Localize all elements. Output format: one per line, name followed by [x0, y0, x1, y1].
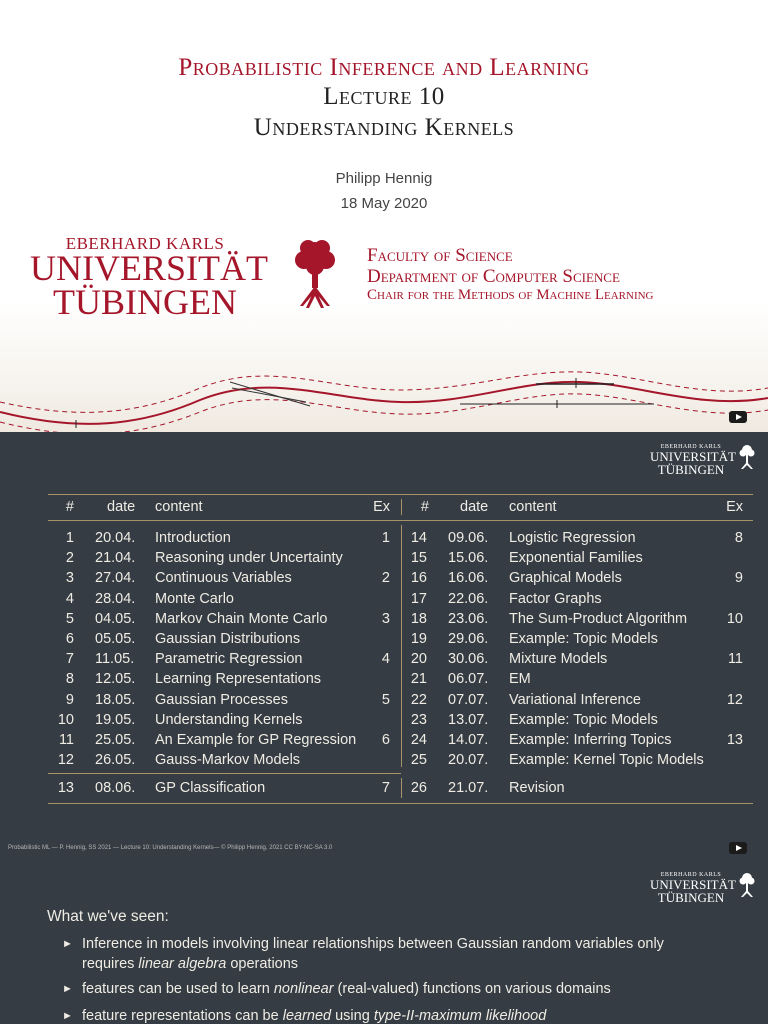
faculty-name: Faculty of Science [367, 245, 513, 266]
summary-slide [0, 864, 768, 1024]
lecture-content: Factor Graphs [509, 590, 602, 607]
exercise-number: 12 [726, 691, 743, 708]
lecture-date: 22.06. [448, 590, 489, 607]
lecture-date: 30.06. [448, 651, 489, 668]
lecture-number: 24 [410, 732, 427, 748]
lecture-content: Understanding Kernels [155, 711, 303, 728]
lecture-number: 10 [57, 711, 74, 728]
lecture-number: 15 [410, 550, 427, 567]
exercise-number: 5 [381, 691, 390, 708]
bullet-emphasis: learned [282, 1008, 332, 1024]
lecture-date: 19.05. [95, 711, 136, 728]
exercise-number: 7 [381, 780, 390, 796]
author: Philipp Hennig [335, 170, 433, 187]
chair-name: Chair for the Methods of Machine Learning [367, 287, 654, 303]
lecture-date: 04.05. [95, 610, 136, 627]
lecture-date: 28.04. [95, 590, 136, 607]
bullet-emphasis: nonlinear [273, 981, 334, 997]
lecture-date: 20.07. [448, 752, 489, 769]
header-column-divider [401, 499, 402, 515]
lecture-content: Exponential Families [509, 550, 643, 567]
schedule-slide [0, 432, 768, 864]
lecture-content: Reasoning under Uncertainty [155, 550, 343, 567]
lecture-date: 29.06. [448, 631, 489, 647]
lecture-date: 09.06. [448, 530, 489, 546]
exercise-number: 4 [381, 651, 390, 668]
lecture-content: Introduction [155, 530, 231, 546]
arrow-bullet-icon: ► [62, 938, 73, 950]
youtube-icon[interactable] [729, 842, 747, 854]
lecture-date: 18.05. [95, 691, 136, 708]
header-date: date [107, 499, 136, 515]
exercise-number: 6 [381, 732, 390, 748]
lecture-number: 25 [410, 752, 427, 769]
lecture-content: Learning Representations [155, 671, 322, 688]
lecture-number: 11 [58, 732, 74, 748]
lecture-content: Parametric Regression [155, 651, 303, 668]
department-name: Department of Computer Science [367, 266, 620, 287]
lecture-content: Example: Topic Models [509, 711, 658, 728]
youtube-icon[interactable] [729, 411, 747, 423]
lecture-content: Variational Inference [509, 691, 641, 708]
lecture-number: 9 [65, 691, 74, 708]
lecture-number: 22 [410, 691, 427, 708]
lecture-number: 4 [65, 590, 74, 607]
lecture-number: 5 [65, 610, 74, 627]
arrow-bullet-icon: ► [62, 1010, 73, 1022]
lecture-number: 8 [65, 671, 74, 688]
slide-footer: Probabilistic ML — P. Hennig, SS 2021 — Lecture 10: Understanding Kernels— © Philipp Hennig, 2021 CC BY-NC-SA 3.0 [8, 845, 333, 851]
lecture-date: 05.05. [95, 631, 136, 647]
lecture-content: Mixture Models [509, 651, 608, 668]
lecture-number: 13 [57, 780, 74, 796]
bullet-text: features can be used to learn [82, 981, 274, 997]
lecture-date: 12.05. [95, 671, 136, 688]
university-name-line1: EBERHARD KARLS [65, 234, 225, 253]
exercise-number: 1 [381, 530, 390, 546]
lecture-date: 07.07. [448, 691, 489, 708]
logo-line1: EBERHARD KARLS [660, 872, 722, 878]
lecture-date: 11.05. [95, 651, 135, 668]
lecture-number: 2 [65, 550, 74, 567]
left-mid-rule [48, 773, 401, 774]
lecture-number: 19 [410, 631, 427, 647]
lecture-number: 7 [65, 651, 74, 668]
lecture-content: Monte Carlo [155, 590, 234, 607]
header-date: date [460, 499, 489, 515]
header-ex: Ex [726, 499, 743, 515]
header-num: # [65, 499, 74, 515]
lecture-content: Logistic Regression [509, 530, 636, 546]
logo-line3: TÜBINGEN [657, 890, 725, 905]
bullet-text: feature representations can be [82, 1008, 283, 1024]
bullet-emphasis: linear algebra [138, 956, 227, 972]
header-content: content [155, 499, 203, 515]
logo-line2: UNIVERSITÄT [650, 877, 736, 892]
lecture-content: Gauss-Markov Models [155, 752, 301, 769]
bullet-text: operations [226, 956, 299, 972]
exercise-number: 3 [381, 610, 390, 627]
arrow-bullet-icon: ► [62, 983, 73, 995]
exercise-number: 11 [727, 651, 743, 668]
university-name-line2: UNIVERSITÄT [30, 248, 268, 288]
university-name-line3: TÜBINGEN [53, 282, 237, 322]
lecture-date: 20.04. [95, 530, 136, 546]
header-rule [48, 520, 753, 521]
summary-heading: What we've seen: [47, 908, 169, 925]
lecture-number: 26 [410, 780, 427, 796]
tree-logo-icon [292, 238, 338, 310]
lecture-number: 20 [410, 651, 427, 668]
lecture-content: Example: Inferring Topics [509, 732, 672, 748]
table-top-rule [48, 494, 753, 495]
course-title: Probabilistic Inference and Learning [178, 54, 590, 81]
lecture-date: 08.06. [95, 780, 136, 796]
bullet-text: (real-valued) functions on various domains [333, 981, 611, 997]
lecture-content: Example: Topic Models [509, 631, 658, 647]
title-slide [0, 0, 768, 432]
university-logo [650, 444, 736, 477]
lecture-content: GP Classification [155, 780, 266, 796]
lecture-content: An Example for GP Regression [155, 732, 357, 748]
lecture-number: 12 [57, 752, 74, 769]
lecture-date: 06.07. [448, 671, 489, 688]
lecture-number: 23 [410, 711, 427, 728]
lecture-date: 25.05. [95, 732, 136, 748]
lecture-title: Understanding Kernels [253, 114, 515, 141]
lecture-date: 14.07. [448, 732, 489, 748]
exercise-number: 8 [734, 530, 743, 546]
exercise-number: 13 [726, 732, 743, 748]
lecture-number: 16 [410, 570, 427, 587]
lecture-number: Lecture 10 [323, 83, 445, 110]
lecture-date: 18 May 2020 [340, 195, 428, 212]
header-num: # [420, 499, 429, 515]
header-ex: Ex [373, 499, 390, 515]
lecture-number: 6 [65, 631, 74, 647]
lecture-content: Graphical Models [509, 570, 622, 587]
lecture-number: 3 [65, 570, 74, 587]
tree-logo-icon [739, 444, 755, 470]
bullet-text: Inference in models involving linear relationships between Gaussian random variables only requires [82, 936, 664, 972]
lecture-content: Example: Kernel Topic Models [509, 752, 704, 769]
tree-logo-icon [739, 872, 755, 898]
logo-line2: UNIVERSITÄT [650, 449, 736, 464]
lecture-content: Markov Chain Monte Carlo [155, 610, 328, 627]
lecture-date: 21.07. [448, 780, 489, 796]
lecture-number: 1 [65, 530, 74, 546]
lecture-content: Revision [509, 780, 565, 796]
gp-wave-decoration [0, 350, 768, 432]
exercise-number: 10 [726, 610, 743, 627]
bullet-emphasis: type-II-maximum likelihood [373, 1008, 547, 1024]
lecture-date: 13.07. [448, 711, 489, 728]
lecture-date: 23.06. [448, 610, 489, 627]
lecture-date: 16.06. [448, 570, 489, 587]
lecture-date: 21.04. [95, 550, 136, 567]
logo-line1: EBERHARD KARLS [660, 444, 722, 450]
header-content: content [509, 499, 557, 515]
lecture-number: 14 [410, 530, 427, 546]
exercise-number: 9 [734, 570, 743, 587]
lecture-content: Gaussian Distributions [155, 631, 301, 647]
lecture-content: The Sum-Product Algorithm [509, 610, 688, 627]
lecture-date: 26.05. [95, 752, 136, 769]
logo-line3: TÜBINGEN [657, 462, 725, 477]
university-logo [650, 872, 736, 905]
lecture-date: 15.06. [448, 550, 489, 567]
exercise-number: 2 [381, 570, 390, 587]
lecture-content: Continuous Variables [155, 570, 292, 587]
table-bottom-rule [48, 803, 753, 804]
lecture-number: 21 [410, 671, 427, 688]
lecture-content: Gaussian Processes [155, 691, 288, 708]
lecture-date: 27.04. [95, 570, 136, 587]
lecture-number: 18 [410, 610, 427, 627]
lecture-content: EM [509, 671, 531, 688]
lecture-number: 17 [410, 590, 427, 607]
bullet-text: using [331, 1008, 374, 1024]
